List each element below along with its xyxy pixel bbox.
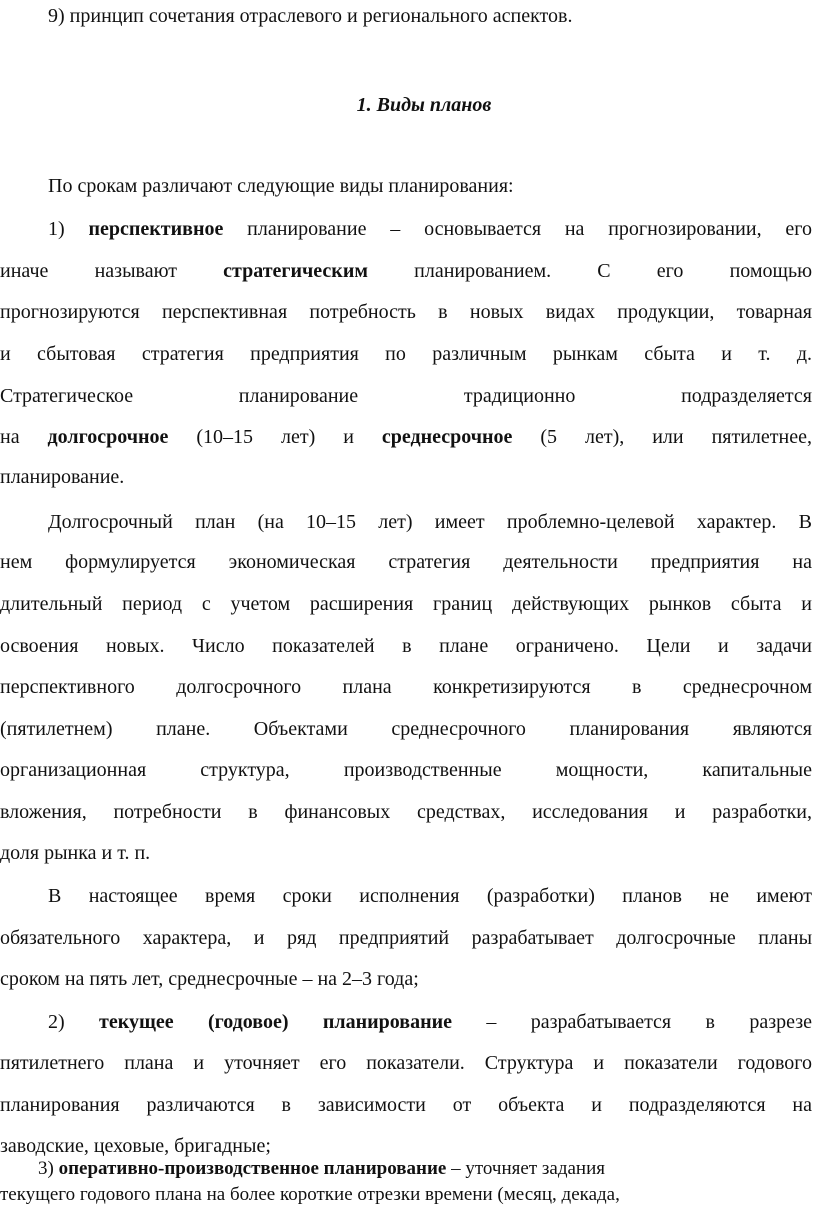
present-line-3: сроком на пять лет, среднесрочные – на 2–3 года; xyxy=(0,968,419,990)
item2-line-2: пятилетнего плана и уточняет его показатели. Структура и показатели годового xyxy=(0,1052,812,1074)
term-midterm: среднесрочное xyxy=(381,426,513,448)
item1-line-6: на долгосрочное (10–15 лет) и среднесрочное (5 лет), или пятилетнее, xyxy=(0,426,812,448)
item2-line-1: 2) текущее (годовое) планирование – разрабатывается в разрезе xyxy=(48,1011,812,1033)
section-heading: 1. Виды планов xyxy=(356,94,492,116)
longterm-line-6: (пятилетнем) плане. Объектами среднесрочного планирования являются xyxy=(0,718,812,740)
item1-line-3: прогнозируются перспективная потребность в новых видах продукции, товарная xyxy=(0,301,812,323)
item2-line-3: планирования различаются в зависимости от объекта и подразделяются на xyxy=(0,1094,812,1116)
term-perspective: перспективное xyxy=(88,218,224,240)
item1-line-7: планирование. xyxy=(0,466,125,488)
longterm-line-3: длительный период с учетом расширения границ действующих рынков сбыта и xyxy=(0,593,812,615)
longterm-line-5: перспективного долгосрочного плана конкретизируются в среднесрочном xyxy=(0,676,812,698)
item1-line-4: и сбытовая стратегия предприятия по различным рынкам сбыта и т. д. xyxy=(0,343,812,365)
longterm-line-9: доля рынка и т. п. xyxy=(0,842,151,864)
term-longterm: долгосрочное xyxy=(47,426,169,448)
item3-line-2: текущего годового плана на более короткие отрезки времени (месяц, декада, xyxy=(0,1184,620,1205)
longterm-line-8: вложения, потребности в финансовых средствах, исследования и разработки, xyxy=(0,801,812,823)
term-strategic: стратегическим xyxy=(223,260,368,282)
longterm-line-1: Долгосрочный план (на 10–15 лет) имеет проблемно-целевой характер. В xyxy=(48,511,812,533)
item1-line-1: 1) перспективное планирование – основывается на прогнозировании, его xyxy=(48,218,812,240)
present-line-2: обязательного характера, и ряд предприятий разрабатывает долгосрочные планы xyxy=(0,927,812,949)
intro-item-9: 9) принцип сочетания отраслевого и регионального аспектов. xyxy=(48,5,573,27)
present-line-1: В настоящее время сроки исполнения (разработки) планов не имеют xyxy=(48,885,812,907)
item3-line-1: 3) оперативно-производственное планирование – уточняет задания xyxy=(38,1158,605,1179)
term-operational: оперативно-производственное планирование xyxy=(58,1158,447,1179)
lead-paragraph: По срокам различают следующие виды планирования: xyxy=(48,175,514,197)
item1-line-2: иначе называют стратегическим планированием. С его помощью xyxy=(0,260,813,282)
longterm-line-2: нем формулируется экономическая стратегия деятельности предприятия на xyxy=(0,551,812,573)
term-current: текущее (годовое) планирование xyxy=(99,1011,453,1033)
item1-line-5: Стратегическое планирование традиционно подразделяется xyxy=(0,385,812,407)
longterm-line-4: освоения новых. Число показателей в плане ограничено. Цели и задачи xyxy=(0,635,812,657)
longterm-line-7: организационная структура, производственные мощности, капитальные xyxy=(0,759,812,781)
item2-line-4: заводские, цеховые, бригадные; xyxy=(0,1135,271,1157)
